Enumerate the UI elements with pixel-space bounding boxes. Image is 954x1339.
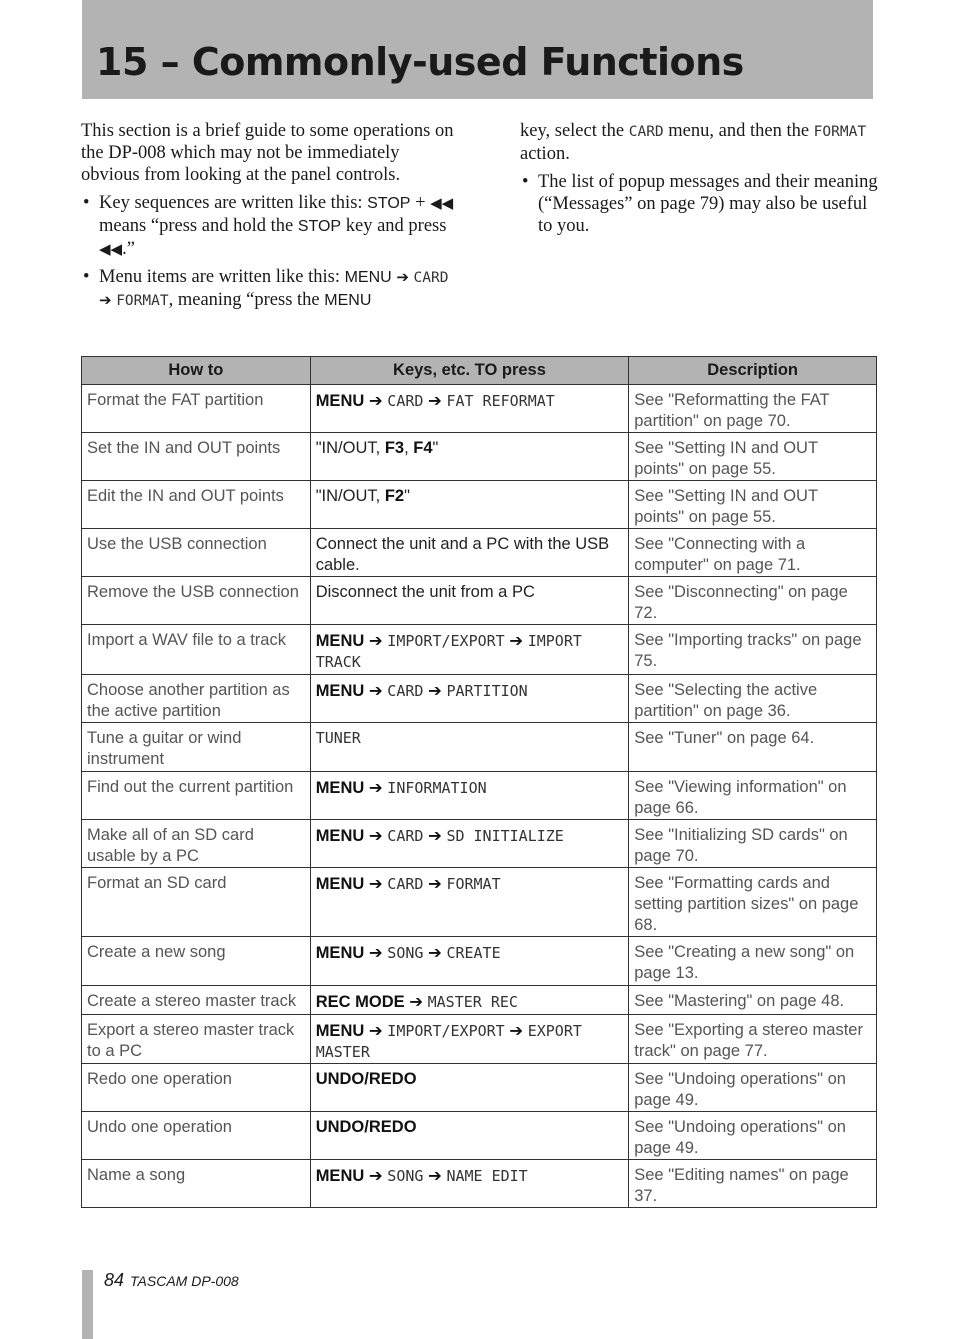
arrow-right-icon: ➔: [428, 1166, 442, 1185]
table-header-row: [82, 357, 877, 385]
cell-keys: [310, 577, 629, 625]
key-label: MENU: [315, 827, 365, 845]
menu-item-label: SD INITIALIZE: [446, 827, 564, 845]
bullet-dot-icon: •: [522, 172, 529, 192]
arrow-right-icon: ➔: [509, 1021, 524, 1040]
menu-item-label: TUNER: [315, 729, 361, 747]
key-text: ,: [404, 439, 414, 457]
table-row: [82, 385, 877, 433]
key-label: MENU: [315, 632, 365, 650]
menu-item-label: SONG: [387, 1167, 424, 1185]
arrow-right-icon: ➔: [396, 268, 409, 286]
cell-how-to: Choose another partition as the active partition: [82, 675, 311, 723]
arrow-right-icon: ➔: [368, 391, 383, 410]
cell-how-to: Redo one operation: [82, 1064, 311, 1112]
menu-item-format: FORMAT: [813, 124, 867, 140]
key-label: MENU: [315, 1022, 365, 1040]
cell-keys: [310, 1015, 629, 1064]
bullet-dot-icon: •: [83, 267, 90, 287]
cell-how-to: Find out the current partition: [82, 772, 311, 820]
cell-how-to: Tune a guitar or wind instrument: [82, 723, 311, 772]
menu-item-label: CARD: [387, 392, 424, 410]
cell-keys: [310, 868, 629, 937]
cell-description: See "Editing names" on page 37.: [629, 1160, 877, 1208]
cell-description: See "Setting IN and OUT points" on page 55.: [629, 481, 877, 529]
arrow-right-icon: ➔: [428, 391, 442, 410]
menu-item-label: IMPORT TRACK: [315, 632, 582, 671]
cell-keys: [310, 820, 629, 868]
cell-keys: [310, 723, 629, 772]
menu-item-label: FAT REFORMAT: [446, 392, 555, 410]
key-label: MENU: [315, 1167, 365, 1185]
arrow-right-icon: ➔: [428, 681, 442, 700]
stop-key-label: STOP: [367, 195, 411, 212]
intro-paragraph: This section is a brief guide to some operations on the DP-008 which may not be immediately obvious from looking at the panel controls.: [81, 121, 454, 185]
bullet-key-sequences: • Key sequences are written like this: STOP + ◀◀ means “press and hold the STOP key and press ◀◀.”: [83, 193, 454, 259]
cell-keys: [310, 1160, 629, 1208]
arrow-right-icon: ➔: [368, 1166, 383, 1185]
key-label: F4: [413, 439, 433, 457]
functions-table: [81, 356, 877, 1208]
table-row: [82, 577, 877, 625]
cell-how-to: Make all of an SD card usable by a PC: [82, 820, 311, 868]
bullet-dot-icon: •: [83, 193, 90, 213]
cell-keys: [310, 1112, 629, 1160]
key-label: MENU: [315, 944, 365, 962]
cell-how-to: Format the FAT partition: [82, 385, 311, 433]
menu-item-format: FORMAT: [116, 293, 169, 309]
arrow-right-icon: ➔: [99, 291, 112, 309]
table-row: [82, 529, 877, 577]
chapter-header: [82, 0, 873, 99]
key-text: "IN/OUT,: [315, 439, 385, 457]
cell-keys: [310, 675, 629, 723]
column-header-description: Description: [629, 357, 877, 385]
cell-description: See "Initializing SD cards" on page 70.: [629, 820, 877, 868]
menu-item-label: CARD: [387, 827, 424, 845]
cell-description: See "Formatting cards and setting partition sizes" on page 68.: [629, 868, 877, 937]
cell-how-to: Undo one operation: [82, 1112, 311, 1160]
cell-description: See "Viewing information" on page 66.: [629, 772, 877, 820]
arrow-right-icon: ➔: [368, 681, 383, 700]
table-row: [82, 986, 877, 1015]
key-label: MENU: [315, 392, 365, 410]
menu-item-label: CREATE: [446, 944, 501, 962]
key-text: ": [404, 487, 410, 505]
table-row: [82, 675, 877, 723]
cell-keys: [310, 937, 629, 986]
table-row: [82, 1112, 877, 1160]
arrow-right-icon: ➔: [368, 631, 383, 650]
cell-description: See "Tuner" on page 64.: [629, 723, 877, 772]
cell-how-to: Import a WAV file to a track: [82, 625, 311, 675]
cell-description: See "Disconnecting" on page 72.: [629, 577, 877, 625]
key-text: "IN/OUT,: [315, 487, 385, 505]
key-label: F2: [384, 487, 405, 505]
cell-description: See "Selecting the active partition" on page 36.: [629, 675, 877, 723]
bullet-menu-items: • Menu items are written like this: MENU ➔ CARD ➔ FORMAT, meaning “press the MENU: [83, 267, 449, 310]
menu-item-label: IMPORT/EXPORT: [387, 1022, 505, 1040]
arrow-right-icon: ➔: [368, 826, 383, 845]
rewind-icon: ◀◀: [99, 240, 123, 258]
cell-keys: [310, 433, 629, 481]
cell-keys: [310, 625, 629, 675]
arrow-right-icon: ➔: [368, 874, 383, 893]
cell-description: See "Importing tracks" on page 75.: [629, 625, 877, 675]
bullet-messages: • The list of popup messages and their meaning (“Messages” on page 79) may also be useful to you.: [522, 172, 878, 236]
arrow-right-icon: ➔: [368, 1021, 383, 1040]
key-text: Connect the unit and a PC with the USB cable.: [315, 535, 610, 574]
menu-key-label: MENU: [324, 292, 372, 309]
table-row: [82, 772, 877, 820]
cell-how-to: Name a song: [82, 1160, 311, 1208]
menu-item-label: FORMAT: [446, 875, 501, 893]
column-header-keys: Keys, etc. TO press: [310, 357, 629, 385]
key-text: ": [432, 439, 439, 457]
table-row: [82, 868, 877, 937]
menu-item-label: INFORMATION: [387, 779, 487, 797]
key-label: MENU: [315, 682, 365, 700]
cell-how-to: Create a new song: [82, 937, 311, 986]
menu-key-label: MENU: [344, 269, 392, 286]
page-footer: [104, 1270, 239, 1291]
table-row: [82, 1064, 877, 1112]
arrow-right-icon: ➔: [428, 874, 442, 893]
table-row: [82, 1015, 877, 1064]
menu-items-continued: key, select the CARD menu, and then the FORMAT action.: [520, 121, 867, 164]
cell-how-to: Edit the IN and OUT points: [82, 481, 311, 529]
menu-item-card: CARD: [413, 270, 449, 286]
key-text: Disconnect the unit from a PC: [315, 583, 535, 601]
cell-description: See "Mastering" on page 48.: [629, 986, 877, 1015]
cell-description: See "Undoing operations" on page 49.: [629, 1112, 877, 1160]
cell-keys: [310, 481, 629, 529]
menu-item-label: SONG: [387, 944, 424, 962]
cell-description: See "Creating a new song" on page 13.: [629, 937, 877, 986]
page-number: 84: [104, 1270, 125, 1290]
cell-keys: [310, 772, 629, 820]
key-label: REC MODE: [315, 993, 405, 1011]
stop-key-label: STOP: [297, 218, 342, 235]
menu-item-label: PARTITION: [446, 682, 528, 700]
key-label: UNDO/REDO: [315, 1070, 417, 1088]
cell-description: See "Undoing operations" on page 49.: [629, 1064, 877, 1112]
cell-keys: [310, 986, 629, 1015]
key-label: F3: [384, 439, 405, 457]
arrow-right-icon: ➔: [509, 631, 524, 650]
arrow-right-icon: ➔: [409, 992, 424, 1011]
table-row: [82, 820, 877, 868]
cell-how-to: Set the IN and OUT points: [82, 433, 311, 481]
cell-how-to: Use the USB connection: [82, 529, 311, 577]
menu-item-label: EXPORT MASTER: [315, 1022, 582, 1061]
arrow-right-icon: ➔: [368, 943, 383, 962]
arrow-right-icon: ➔: [428, 943, 442, 962]
key-label: MENU: [315, 875, 365, 893]
table-row: [82, 937, 877, 986]
menu-item-label: IMPORT/EXPORT: [387, 632, 505, 650]
menu-item-label: NAME EDIT: [446, 1167, 528, 1185]
menu-item-label: CARD: [387, 682, 424, 700]
product-name: TASCAM DP-008: [130, 1273, 239, 1289]
column-header-how-to: How to: [82, 357, 311, 385]
table-row: [82, 625, 877, 675]
table-row: [82, 481, 877, 529]
cell-how-to: Export a stereo master track to a PC: [82, 1015, 311, 1064]
menu-item-label: MASTER REC: [427, 993, 518, 1011]
menu-item-card: CARD: [628, 124, 664, 140]
menu-item-label: CARD: [387, 875, 424, 893]
intro-column-right: [520, 120, 880, 243]
cell-how-to: Remove the USB connection: [82, 577, 311, 625]
cell-keys: [310, 529, 629, 577]
cell-description: See "Connecting with a computer" on page 71.: [629, 529, 877, 577]
rewind-icon: ◀◀: [430, 194, 454, 212]
table-row: [82, 723, 877, 772]
table-row: [82, 433, 877, 481]
table-row: [82, 1160, 877, 1208]
cell-keys: [310, 1064, 629, 1112]
cell-keys: [310, 385, 629, 433]
key-label: UNDO/REDO: [315, 1118, 417, 1136]
cell-description: See "Setting IN and OUT points" on page 55.: [629, 433, 877, 481]
arrow-right-icon: ➔: [428, 826, 442, 845]
key-label: MENU: [315, 779, 365, 797]
cell-how-to: Format an SD card: [82, 868, 311, 937]
intro-column-left: [81, 120, 459, 318]
cell-description: See "Reformatting the FAT partition" on page 70.: [629, 385, 877, 433]
cell-how-to: Create a stereo master track: [82, 986, 311, 1015]
cell-description: See "Exporting a stereo master track" on page 77.: [629, 1015, 877, 1064]
arrow-right-icon: ➔: [368, 778, 383, 797]
page-title: 15 – Commonly-used Functions: [96, 40, 744, 84]
footer-bar: [82, 1270, 93, 1339]
